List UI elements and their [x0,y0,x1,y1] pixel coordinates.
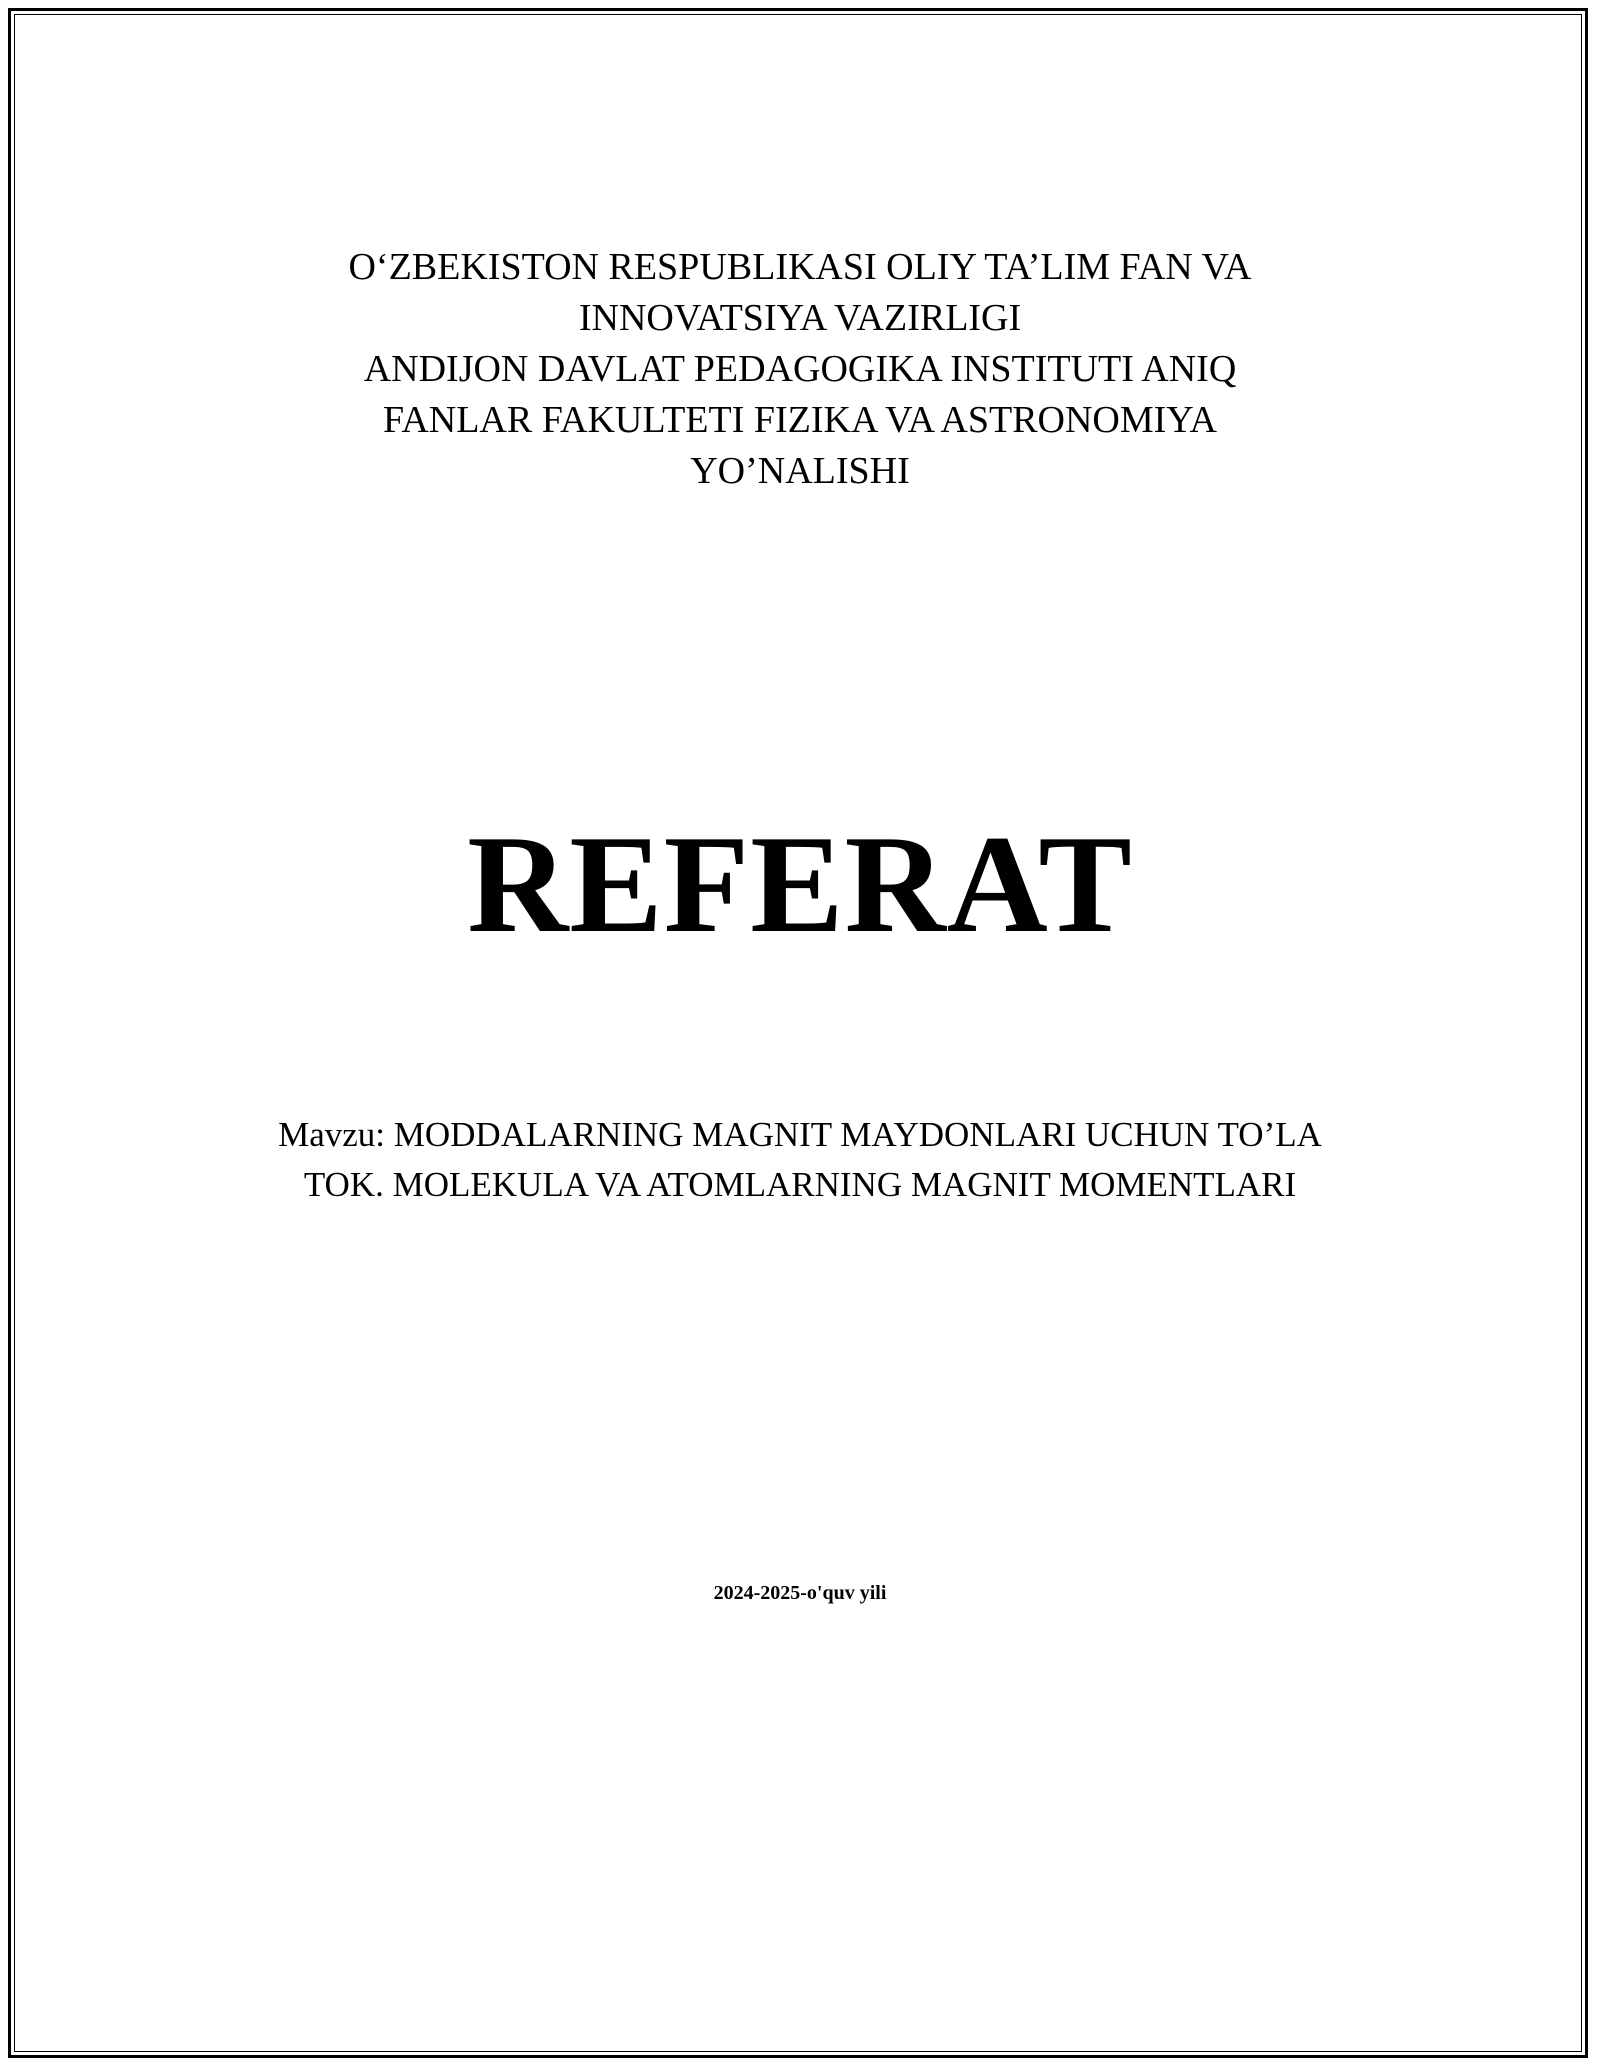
header-line-4: FANLAR FAKULTETI FIZIKA VA ASTRONOMIYA [383,399,1217,441]
topic-line-2: TOK. MOLEKULA VA ATOMLARNING MAGNIT MOMENTLARI [303,1165,1297,1204]
header-line-3: ANDIJON DAVLAT PEDAGOGIKA INSTITUTI ANIQ [363,348,1237,390]
header-line-1: O‘ZBEKISTON RESPUBLIKASI OLIY TA’LIM FAN VA [348,246,1252,288]
header-line-2: INNOVATSIYA VAZIRLIGI [578,297,1022,339]
topic-line-1: Mavzu: MODDALARNING MAGNIT MAYDONLARI UCHUN TO’LA [278,1115,1322,1154]
topic-block [0,1110,1600,1210]
document-title: REFERAT [467,807,1133,962]
header-line-5: YO’NALISHI [690,450,910,492]
academic-year: 2024-2025-o'quv yili [713,1582,887,1604]
institution-header [0,242,1600,497]
